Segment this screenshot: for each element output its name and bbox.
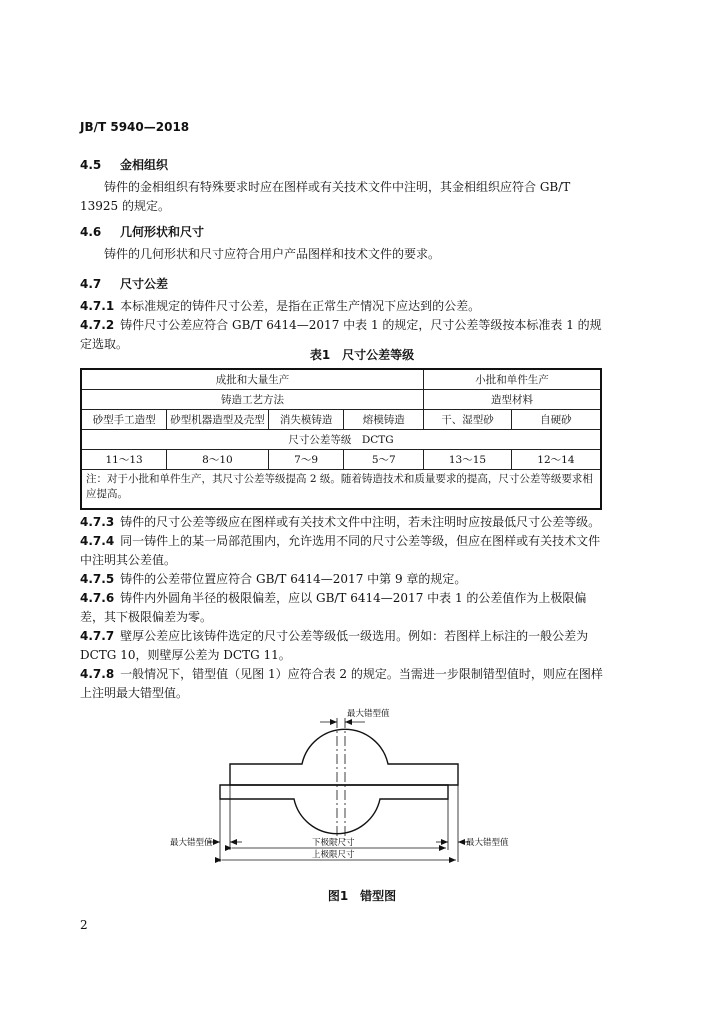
column-header: 砂型手工造型 (81, 410, 167, 430)
label-lower: 下极限尺寸 (312, 838, 355, 848)
section-title: 金相组织 (120, 158, 169, 172)
section-number: 4.5 (80, 158, 102, 172)
table-cell: 13～15 (424, 450, 512, 470)
label-upper: 上极限尺寸 (312, 850, 355, 860)
figure-caption: 图1 错型图 (327, 889, 397, 903)
column-header: 自硬砂 (511, 410, 601, 430)
document-header: JB/T 5940—2018 (80, 120, 190, 134)
column-header: 砂型机器造型及壳型 (167, 410, 269, 430)
column-header: 熔模铸造 (344, 410, 424, 430)
clause-item: 4.7.3 铸件的尺寸公差等级应在图样或有关技术文件中注明，若未注明时应按最低尺寸公差等级。 (80, 515, 601, 529)
section-4-6-text: 铸件的几何形状和尺寸应符合用户产品图样和技术文件的要求。 (104, 247, 441, 261)
section-number: 4.7 (80, 277, 102, 291)
table-cell: 11～13 (81, 450, 167, 470)
clause-item: 4.7.4 同一铸件上的某一局部范围内，允许选用不同的尺寸公差等级，但应在图样或有关技术文件中注明其公差值。 (80, 534, 601, 567)
lower-half-shape (220, 785, 448, 834)
section-title: 几何形状和尺寸 (120, 225, 205, 239)
table-cell: 12～14 (511, 450, 601, 470)
grade-header: 尺寸公差等级 DCTG (81, 430, 601, 450)
method-header: 铸造工艺方法 (81, 390, 424, 410)
clause-item: 4.7.5 铸件的公差带位置应符合 GB/T 6414—2017 中第 9 章的规定。 (80, 572, 467, 586)
section-4-5-text: 铸件的金相组织有特殊要求时应在图样或有关技术文件中注明，其金相组织应符合 GB/T 13925 的规定。 (80, 180, 571, 213)
table-cell: 7～9 (268, 450, 344, 470)
table-caption: 表1 尺寸公差等级 (309, 348, 415, 362)
clause-item: 4.7.2 铸件尺寸公差应符合 GB/T 6414—2017 中表 1 的规定，尺寸公差等级按本标准表 1 的规定选取。 (80, 318, 602, 351)
mismatch-figure (160, 700, 560, 875)
upper-half-shape (230, 729, 458, 785)
clause-item: 4.7.1 本标准规定的铸件尺寸公差，是指在正常生产情况下应达到的公差。 (80, 299, 481, 313)
clause-item: 4.7.7 壁厚公差应比该铸件选定的尺寸公差等级低一级选用。例如：若图样上标注的一般公差为 DCTG 10，则壁厚公差为 DCTG 11。 (80, 629, 589, 662)
tolerance-grade-table (80, 368, 602, 510)
group-header-mass: 成批和大量生产 (81, 369, 424, 390)
section-4-6-heading (80, 223, 204, 240)
label-left: 最大错型值 (170, 838, 213, 848)
label-top: 最大错型值 (347, 709, 390, 719)
table-cell: 8～10 (167, 450, 269, 470)
section-4-5-heading (80, 156, 168, 173)
clause-item: 4.7.8 一般情况下，错型值（见图 1）应符合表 2 的规定。当需进一步限制错型值时，则应在图样上注明最大错型值。 (80, 667, 603, 700)
label-right: 最大错型值 (466, 838, 509, 848)
column-header: 干、湿型砂 (424, 410, 512, 430)
group-header-small: 小批和单件生产 (424, 369, 601, 390)
section-title: 尺寸公差 (120, 277, 169, 291)
clause-item: 4.7.6 铸件内外圆角半径的极限偏差，应以 GB/T 6414—2017 中表 1 的公差值作为上极限偏差，其下极限偏差为零。 (80, 591, 587, 624)
section-number: 4.6 (80, 225, 102, 239)
page-number: 2 (80, 918, 88, 932)
section-4-7-heading (80, 275, 168, 292)
table-cell: 5～7 (344, 450, 424, 470)
column-header: 消失模铸造 (268, 410, 344, 430)
material-header: 造型材料 (424, 390, 601, 410)
table-note: 注：对于小批和单件生产，其尺寸公差等级提高 2 级。随着铸造技术和质量要求的提高，尺寸公差等级要求相应提高。 (81, 470, 601, 510)
